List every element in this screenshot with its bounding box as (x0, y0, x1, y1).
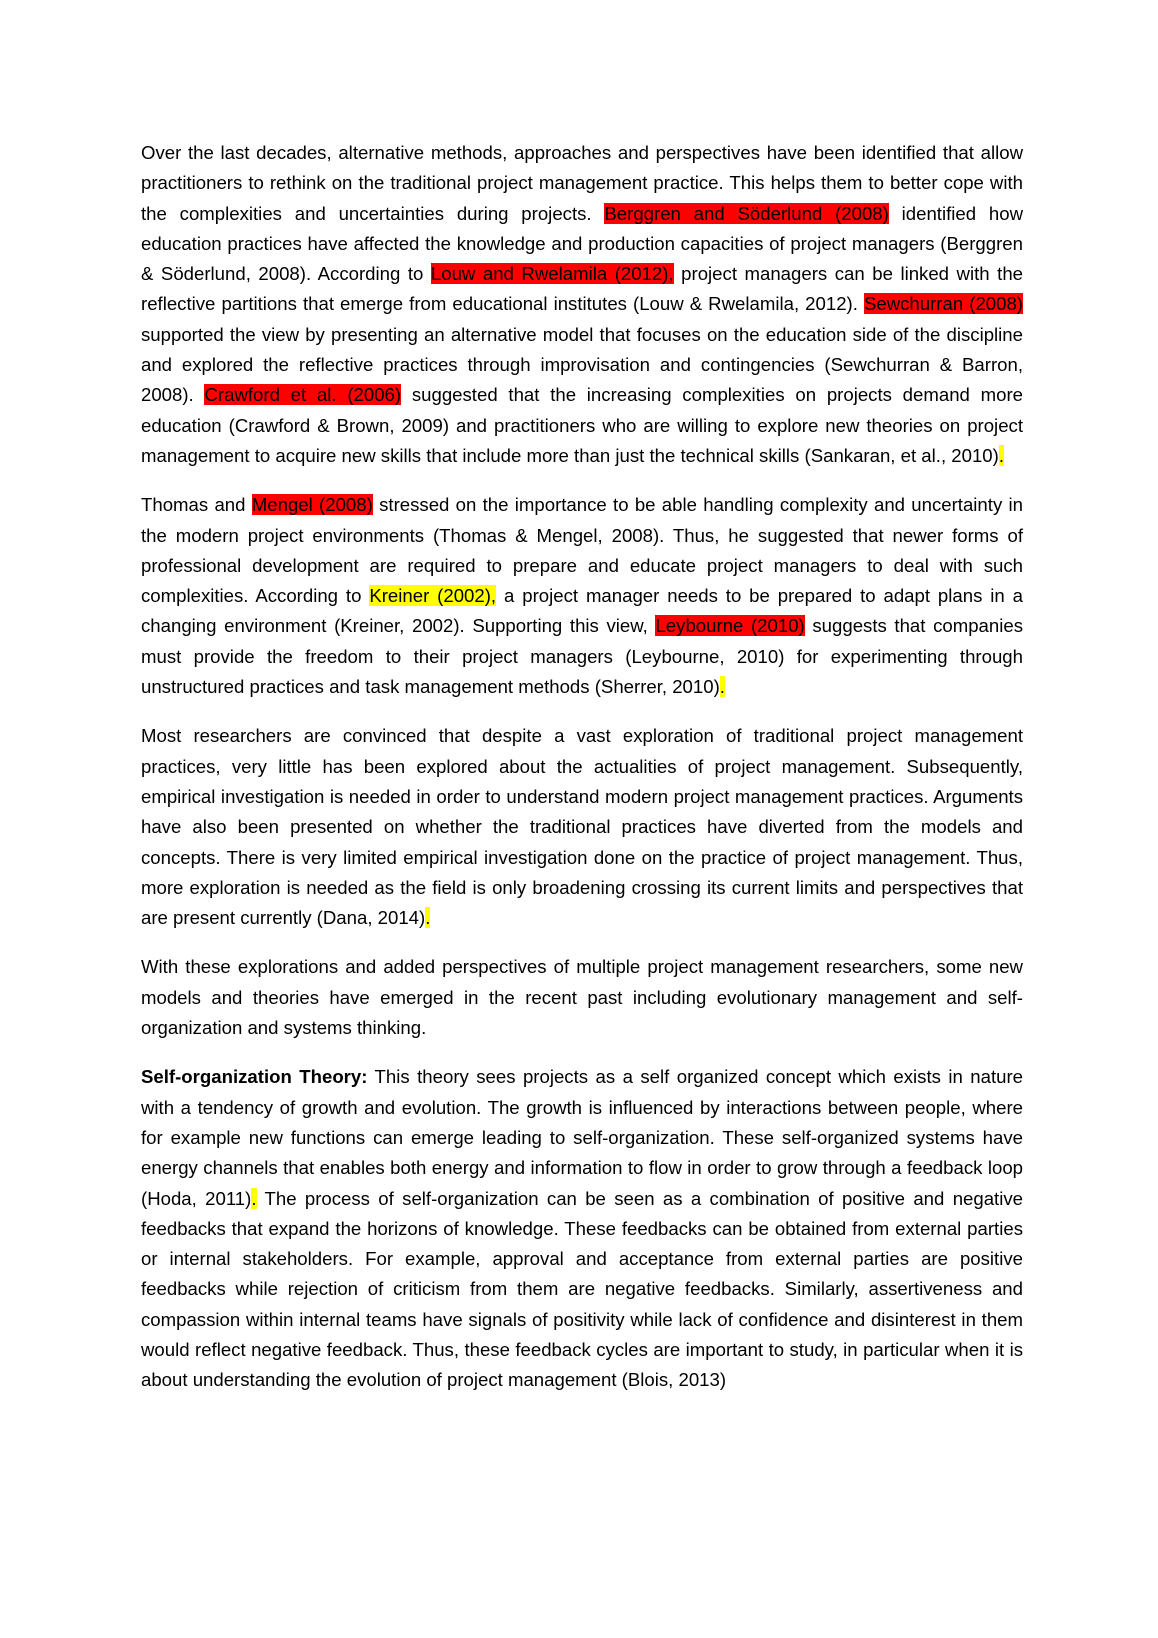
text-segment: Over the last decades, alternative methods, approaches and perspectives have been identified that allow practitioners to rethink on the traditional project management practice. This helps them to better cope with the complexities and uncertainties during projects. (141, 142, 1023, 224)
citation-highlight: Louw and Rwelamila (2012), (430, 263, 674, 285)
paragraph-3 (141, 721, 1023, 933)
paragraph-2 (141, 490, 1023, 702)
text-segment: project managers can be linked with the reflective partitions that emerge from educational institutes (Louw & Rwelamila, 2012). (141, 263, 1024, 315)
section-heading: Self-organization Theory: (141, 1066, 368, 1088)
citation-highlight: Mengel (2008) (251, 494, 373, 516)
period-highlight: . (998, 444, 1004, 466)
period-highlight: . (425, 907, 431, 929)
period-highlight: . (251, 1187, 257, 1209)
text-segment: supported the view by presenting an alternative model that focuses on the education side of the discipline and explored the reflective practices through improvisation and contingencies (Sewchurran & Barron, 2008). (141, 323, 1023, 406)
text-segment: identified how education practices have affected the knowledge and production capacities of project managers (Berggren & Söderlund, 2008). According to (141, 202, 1023, 285)
text-segment: Most researchers are convinced that despite a vast exploration of traditional project management practices, very little has been explored about the actualities of project management. Subsequently, empirical investigation is needed in order to understand modern project management practices. Arguments have also been presented on whether the traditional practices have diverted from the models and concepts. There is very limited empirical investigation done on the practice of project management. Thus, more exploration is needed as the field is only broadening crossing its current limits and perspectives that are present currently (Dana, 2014) (141, 725, 1023, 929)
paragraph-1 (141, 138, 1023, 471)
citation-highlight: Crawford et al. (2006) (204, 384, 402, 406)
citation-highlight: Kreiner (2002), (369, 585, 497, 607)
text-segment: This theory sees projects as a self organized concept which exists in nature with a tendency of growth and evolution. The growth is influenced by interactions between people, where for example new functions can emerge leading to self-organization. These self-organized systems have energy channels that enables both energy and information to flow in order to grow through a feedback loop (Hoda, 2011) (141, 1066, 1024, 1209)
text-segment: The process of self-organization can be seen as a combination of positive and negative feedbacks that expand the horizons of knowledge. These feedbacks can be obtained from external parties or internal stakeholders. For example, approval and acceptance from external parties are positive feedbacks while rejection of criticism from them are negative feedbacks. Similarly, assertiveness and compassion within internal teams have signals of positivity while lack of confidence and disinterest in them would reflect negative feedback. Thus, these feedback cycles are important to study, in particular when it is about understanding the evolution of project management (Blois, 2013) (141, 1187, 1023, 1391)
text-segment: suggested that the increasing complexities on projects demand more education (Crawford & Brown, 2009) and practitioners who are willing to explore new theories on project management to acquire new skills that include more than just the technical skills (Sankaran, et al., 2010) (141, 384, 1023, 466)
citation-highlight: Berggren and Söderlund (2008) (604, 202, 889, 224)
text-segment: suggests that companies must provide the freedom to their project managers (Leybourne, 2010) for experimenting through unstructured practices and task management methods (Sherrer, 2010) (141, 615, 1023, 698)
text-segment: With these explorations and added perspectives of multiple project management researchers, some new models and theories have emerged in the recent past including evolutionary management and self-organization and systems thinking. (141, 956, 1023, 1039)
citation-highlight: Leybourne (2010) (655, 615, 805, 637)
text-segment: Thomas and (141, 494, 252, 516)
text-segment: a project manager needs to be prepared to adapt plans in a changing environment (Kreiner, 2002). Supporting this view, (141, 585, 1023, 637)
citation-highlight: Sewchurran (2008) (863, 293, 1023, 315)
text-segment: stressed on the importance to be able handling complexity and uncertainty in the modern project environments (Thomas & Mengel, 2008). Thus, he suggested that newer forms of professional development are required to prepare and educate project managers to deal with such complexities. According to (141, 494, 1023, 607)
paragraph-5 (141, 1062, 1023, 1395)
paragraph-4 (141, 952, 1023, 1043)
document-page (141, 138, 1023, 1415)
period-highlight: . (719, 676, 725, 698)
